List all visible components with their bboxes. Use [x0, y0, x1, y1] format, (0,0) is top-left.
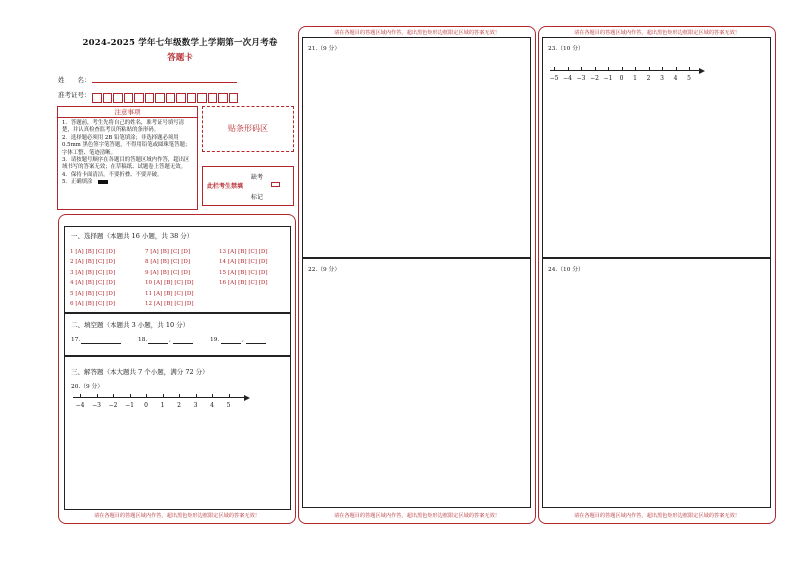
q20-label: 20.（9 分）: [71, 384, 104, 390]
answer-area-q24[interactable]: [542, 258, 771, 508]
number-line-tick-label: 1: [160, 402, 165, 409]
warning-right-top: 请在各题目的答题区域内作答，超出黑色矩形边框限定区域的答案无效！: [573, 30, 740, 36]
choice-col-3: [219, 249, 268, 291]
number-line-tick: [676, 67, 677, 70]
number-line-tick: [689, 67, 690, 70]
notice-item: 1．答题前，考生先将自己的姓名，准考证号填写清楚，并认真检查监考员所粘贴的条形码。: [62, 120, 185, 134]
q18-blank-a[interactable]: [148, 343, 168, 344]
number-line-tick-label: −3: [92, 402, 101, 409]
name-field[interactable]: [92, 75, 237, 83]
number-line-arrow-icon: [699, 68, 705, 74]
number-line-tick-label: −1: [125, 402, 134, 409]
number-line-tick-label: −5: [549, 75, 559, 82]
id-digit-box[interactable]: [166, 93, 176, 103]
warning-middle-top: 请在各题目的答题区域内作答，超出黑色矩形边框限定区域的答案无效！: [333, 30, 500, 36]
section1-title: 一、选择题（本题共 16 小题，共 38 分）: [71, 232, 194, 240]
number-line-tick: [608, 67, 609, 70]
correct-fill-label: 5．正确填涂: [62, 179, 93, 186]
choice-row[interactable]: 7 [A] [B] [C] [D]: [145, 249, 191, 255]
number-line-tick-label: −1: [603, 75, 613, 82]
warning-left: 请在各题目的答题区域内作答，超出黑色矩形边框限定区域的答案无效！: [93, 513, 260, 519]
number-line-tick-label: 4: [673, 75, 678, 82]
number-line-tick: [212, 394, 213, 397]
barcode-area: [202, 106, 294, 152]
absent-line2: 标记: [251, 194, 264, 201]
q19-blank-a[interactable]: [221, 343, 241, 344]
number-line-axis: [550, 70, 700, 71]
warning-middle-bottom: 请在各题目的答题区域内作答，超出黑色矩形边框限定区域的答案无效！: [333, 513, 500, 519]
q19-blank-b[interactable]: [246, 343, 266, 344]
id-digit-box[interactable]: [145, 93, 155, 103]
section1-box: [64, 226, 291, 313]
number-line-tick: [196, 394, 197, 397]
number-line-tick-label: 3: [193, 402, 198, 409]
id-label: 准考证号：: [58, 91, 91, 99]
notice-item: 4．保持卡面清洁，不要折叠、不要弄破。: [62, 171, 163, 178]
choice-row[interactable]: 12 [A] [B] [C] [D]: [145, 300, 194, 307]
id-digit-box[interactable]: [155, 93, 165, 103]
choice-row[interactable]: 9 [A] [B] [C] [D]: [145, 269, 191, 276]
choice-row[interactable]: 10 [A] [B] [C] [D]: [145, 280, 194, 287]
q17-label: 17.: [71, 337, 81, 343]
absent-line1: 缺考: [251, 174, 264, 181]
number-line-tick-label: 4: [210, 402, 214, 409]
number-line-tick-label: 2: [646, 75, 651, 82]
choice-row[interactable]: 11 [A] [B] [C] [D]: [145, 290, 194, 297]
q24-label: 24.（10 分）: [548, 267, 584, 273]
id-digit-box[interactable]: [92, 93, 102, 103]
choice-row[interactable]: 13 [A] [B] [C] [D]: [219, 249, 268, 255]
number-line-axis: [73, 397, 245, 398]
choice-row[interactable]: 4 [A] [B] [C] [D]: [70, 280, 116, 287]
section3-title: 三、解答题（本大题共 7 个小题，满分 72 分）: [71, 368, 209, 376]
absent-box: [202, 166, 294, 206]
number-line-tick: [80, 394, 81, 397]
q23-label: 23.（10 分）: [548, 46, 584, 52]
number-line-tick-label: −4: [75, 402, 85, 409]
answer-card-subtitle: 答题卡: [167, 53, 193, 63]
number-line-tick: [581, 67, 582, 70]
number-line-tick-label: 5: [687, 75, 691, 82]
filled-mark-sample: [98, 180, 108, 184]
id-boxes[interactable]: [92, 88, 239, 107]
notice-item: 3．请按题号顺序在各题目的答题区域内作答，超出区域书写的答案无效；在草稿纸、试题卷上答题无效。: [62, 157, 190, 171]
id-digit-box[interactable]: [208, 93, 218, 103]
barcode-label: 贴条形码区: [228, 124, 268, 133]
notice-box: [57, 106, 198, 210]
choice-row[interactable]: 14 [A] [B] [C] [D]: [219, 259, 268, 266]
number-line-tick: [113, 394, 114, 397]
notice-item: 2．选择题必须用 2B 铅笔填涂；非选择题必须用 0.5mm 黑色签字笔答题，不得用铅笔或圆珠笔答题；字体工整、笔迹清晰。: [62, 134, 191, 156]
number-line-tick: [229, 394, 230, 397]
choice-row[interactable]: 6 [A] [B] [C] [D]: [70, 300, 116, 307]
notice-title: 注意事项: [58, 107, 197, 118]
choice-row[interactable]: 5 [A] [B] [C] [D]: [70, 290, 116, 297]
answer-area-q23[interactable]: [542, 37, 771, 258]
id-digit-box[interactable]: [134, 93, 144, 103]
warning-right-bottom: 请在各题目的答题区域内作答，超出黑色矩形边框限定区域的答案无效！: [573, 513, 740, 519]
choice-col-1: [70, 249, 115, 311]
id-digit-box[interactable]: [176, 93, 186, 103]
q18-label: 18.: [138, 337, 148, 343]
number-line-tick: [635, 67, 636, 70]
number-line-tick-label: 3: [660, 75, 664, 82]
id-digit-box[interactable]: [197, 93, 207, 103]
section2-title: 二、填空题（本题共 3 小题，共 10 分）: [71, 321, 190, 329]
number-line-tick-label: 0: [619, 75, 624, 82]
number-line-tick: [97, 394, 98, 397]
absent-label: 此栏考生禁填: [207, 183, 244, 190]
number-line-tick-label: −4: [563, 75, 572, 82]
choice-row[interactable]: 16 [A] [B] [C] [D]: [219, 280, 268, 287]
number-line-tick: [179, 394, 180, 397]
name-label: 姓 名：: [58, 76, 91, 84]
number-line-tick: [649, 67, 650, 70]
notice-item: [58, 179, 197, 186]
number-line-tick: [662, 67, 663, 70]
absent-checkbox[interactable]: [271, 182, 280, 187]
number-line-tick-label: −2: [108, 402, 118, 409]
id-digit-box[interactable]: [218, 93, 228, 103]
q22-label: 22.（9 分）: [308, 267, 341, 273]
number-line-tick: [622, 67, 623, 70]
answer-area-q21[interactable]: [302, 37, 531, 258]
q18-sep: ,: [169, 337, 171, 343]
q18-blank-b[interactable]: [173, 343, 193, 344]
exam-title: 2024-2025 学年七年级数学上学期第一次月考卷: [82, 38, 278, 48]
number-line-tick: [568, 67, 569, 70]
q17-blank[interactable]: [81, 343, 121, 344]
choice-row[interactable]: 2 [A] [B] [C] [D]: [70, 259, 116, 266]
id-digit-box[interactable]: [124, 93, 134, 103]
number-line-tick-label: 5: [226, 402, 231, 409]
number-line-tick: [130, 394, 131, 397]
number-line-arrow-icon: [244, 395, 250, 401]
answer-area-q22[interactable]: [302, 258, 531, 508]
number-line-tick-label: 2: [177, 402, 181, 409]
q19-label: 19.: [210, 337, 220, 343]
number-line-tick-label: −2: [590, 75, 599, 82]
choice-row[interactable]: 3 [A] [B] [C] [D]: [70, 269, 116, 276]
number-line-tick: [595, 67, 596, 70]
choice-row[interactable]: 15 [A] [B] [C] [D]: [219, 269, 268, 276]
q19-sep: ,: [242, 337, 244, 343]
id-digit-box[interactable]: [113, 93, 123, 103]
number-line-tick: [146, 394, 147, 397]
section3-box: [64, 356, 291, 510]
id-digit-box[interactable]: [103, 93, 113, 103]
number-line-tick-label: −3: [576, 75, 586, 82]
q21-label: 21.（9 分）: [308, 46, 341, 52]
choice-row[interactable]: 8 [A] [B] [C] [D]: [145, 259, 191, 266]
id-digit-box[interactable]: [229, 93, 239, 103]
choice-row[interactable]: 1 [A] [B] [C] [D]: [70, 249, 116, 255]
id-digit-box[interactable]: [187, 93, 197, 103]
section2-box: [64, 313, 291, 356]
number-line-tick-label: 1: [633, 75, 637, 82]
number-line-tick-label: 0: [144, 402, 148, 409]
number-line-tick: [554, 67, 555, 70]
choice-col-2: [145, 249, 194, 311]
number-line-tick: [163, 394, 164, 397]
